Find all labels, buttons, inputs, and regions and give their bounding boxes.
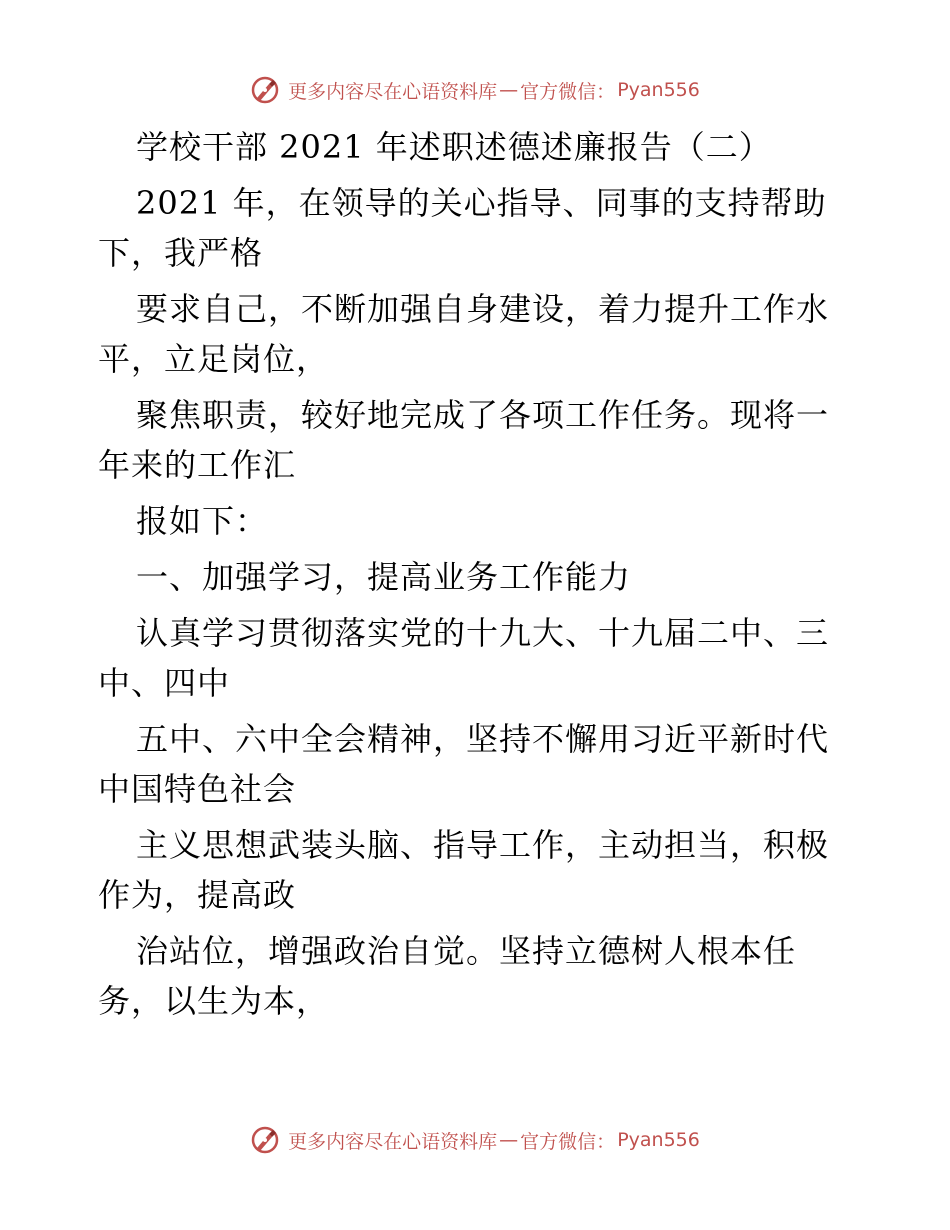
banner-text: 更多内容尽在心语资料库 [288,80,498,103]
document-title [98,122,858,172]
paragraph-line: 年来的工作汇 [98,446,297,484]
paragraph-requirements [98,284,858,384]
paragraph-line: 治站位，增强政治自觉。坚持立德树人根本任 [136,932,797,970]
paragraph-line: 报如下： [136,502,269,540]
footer-watermark-banner [0,1120,950,1160]
paragraph-line: 中、四中 [98,664,231,702]
paragraph-line: 五中、六中全会精神，坚持不懈用习近平新时代 [136,720,830,758]
paragraph-line: 要求自己，不断加强自身建设，着力提升工作水 [136,290,830,328]
banner-wechat-id: Pyan556 [617,1129,700,1151]
paragraph-line: 认真学习贯彻落实党的十九大、十九届二中、三 [136,614,830,652]
paragraph-study-2 [98,714,858,814]
paragraph-line: 下，我严格 [98,234,264,272]
document-body [98,122,858,1026]
paragraph-duties [98,390,858,490]
banner-wechat-label: 官方微信： [520,1130,616,1153]
paragraph-study-1 [98,608,858,708]
paragraph-line: 聚焦职责，较好地完成了各项工作任务。现将一 [136,396,830,434]
banner-wechat-label: 官方微信： [520,80,616,103]
paragraph-line: 平，立足岗位， [98,340,330,378]
paragraph-intro [98,178,858,278]
heading-line: 一、加强学习，提高业务工作能力 [136,558,632,596]
title-line: 学校干部 2021 年述职述德述廉报告（二） [136,128,772,166]
banner-separator: — [499,1129,519,1151]
pen-logo-icon [250,75,280,105]
paragraph-study-3 [98,820,858,920]
header-watermark-banner [0,70,950,110]
banner-separator: — [499,79,519,101]
banner-wechat-id: Pyan556 [617,79,700,101]
paragraph-study-4 [98,926,858,1026]
paragraph-report-intro [98,496,858,546]
paragraph-line: 务，以生为本， [98,982,330,1020]
paragraph-line: 作为，提高政 [98,876,297,914]
pen-logo-icon [250,1125,280,1155]
paragraph-line: 主义思想武装头脑、指导工作，主动担当，积极 [136,826,830,864]
section-heading-1 [98,552,858,602]
paragraph-line: 中国特色社会 [98,770,297,808]
paragraph-line: 2021 年，在领导的关心指导、同事的支持帮助 [136,184,827,222]
banner-text: 更多内容尽在心语资料库 [288,1130,498,1153]
